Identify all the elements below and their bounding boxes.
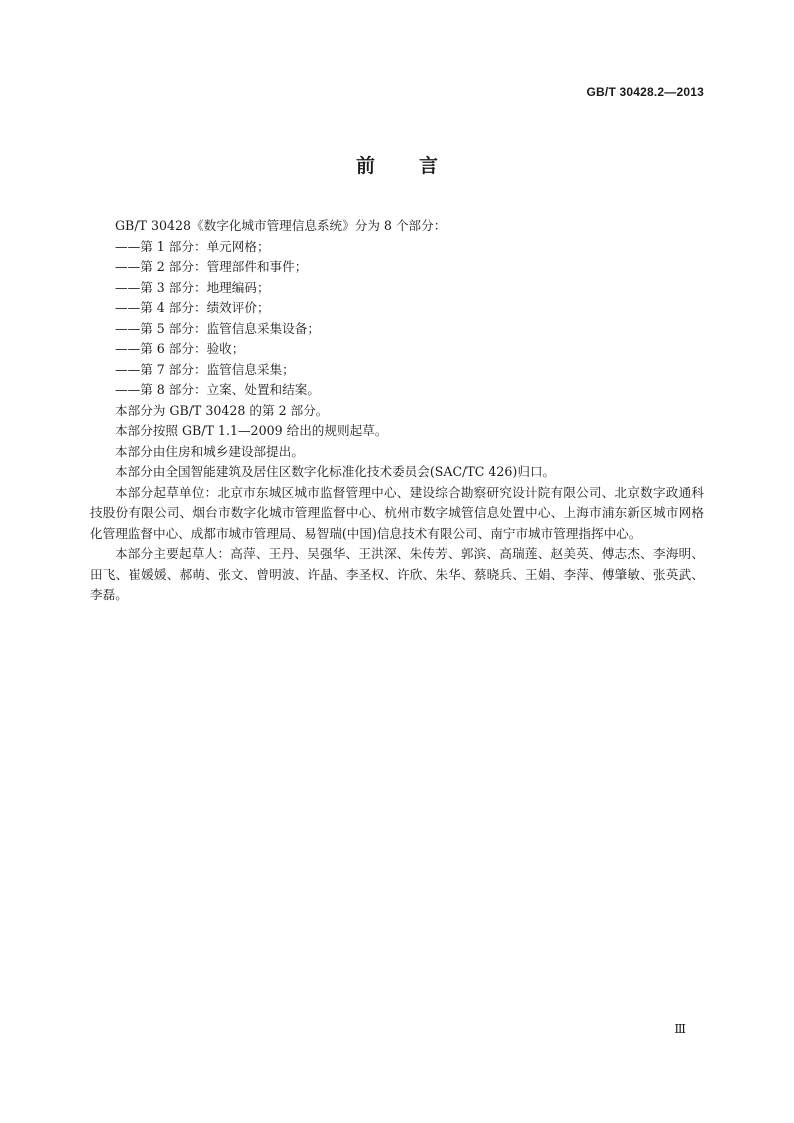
list-item: ——第 2 部分：管理部件和事件； bbox=[115, 259, 308, 274]
foreword-body bbox=[90, 216, 704, 606]
list-item: ——第 3 部分：地理编码； bbox=[115, 279, 270, 295]
list-item: ——第 4 部分：绩效评价； bbox=[115, 300, 270, 315]
paragraph: 本部分由全国智能建筑及居住区数字化标准化技术委员会(SAC/TC 426)归口。 bbox=[115, 464, 556, 479]
drafting-units-paragraph: 本部分起草单位：北京市东城区城市监督管理中心、建设综合勘察研究设计院有限公司、北京数字政通科技股份有限公司、烟台市数字化城市管理监督中心、杭州市数字城管信息处置中心、上海市浦东新区城市网格化管理监督中心、成都市城市管理局、易智瑞(中国)信息技术有限公司、南宁市城市管理指挥中心。 bbox=[90, 484, 704, 541]
paragraph: 本部分按照 GB/T 1.1—2009 给出的规则起草。 bbox=[115, 423, 388, 438]
list-item: ——第 5 部分：监管信息采集设备； bbox=[115, 320, 320, 336]
list-item: ——第 7 部分：监管信息采集； bbox=[115, 361, 295, 377]
page-number: Ⅲ bbox=[674, 1022, 686, 1036]
paragraph: GB/T 30428《数字化城市管理信息系统》分为 8 个部分： bbox=[115, 218, 447, 233]
paragraph: 本部分为 GB/T 30428 的第 2 部分。 bbox=[115, 402, 329, 418]
document-code: GB/T 30428.2—2013 bbox=[586, 85, 704, 99]
drafters-paragraph: 本部分主要起草人：高萍、王丹、吴强华、王洪深、朱传芳、郭滨、高瑞莲、赵美英、傅志杰、李海明、田飞、崔媛媛、郝萌、张文、曾明波、许晶、李圣权、许欣、朱华、蔡晓兵、王娟、李萍、傅肇敏、张英武、李磊。 bbox=[90, 546, 704, 602]
paragraph: 本部分由住房和城乡建设部提出。 bbox=[115, 443, 304, 459]
list-item: ——第 1 部分：单元网格； bbox=[115, 238, 270, 254]
title-char-2: 言 bbox=[419, 155, 439, 177]
title-char-1: 前 bbox=[355, 155, 375, 177]
list-item: ——第 6 部分：验收； bbox=[115, 341, 245, 356]
page-title bbox=[0, 151, 794, 178]
list-item: ——第 8 部分：立案、处置和结案。 bbox=[115, 382, 320, 397]
